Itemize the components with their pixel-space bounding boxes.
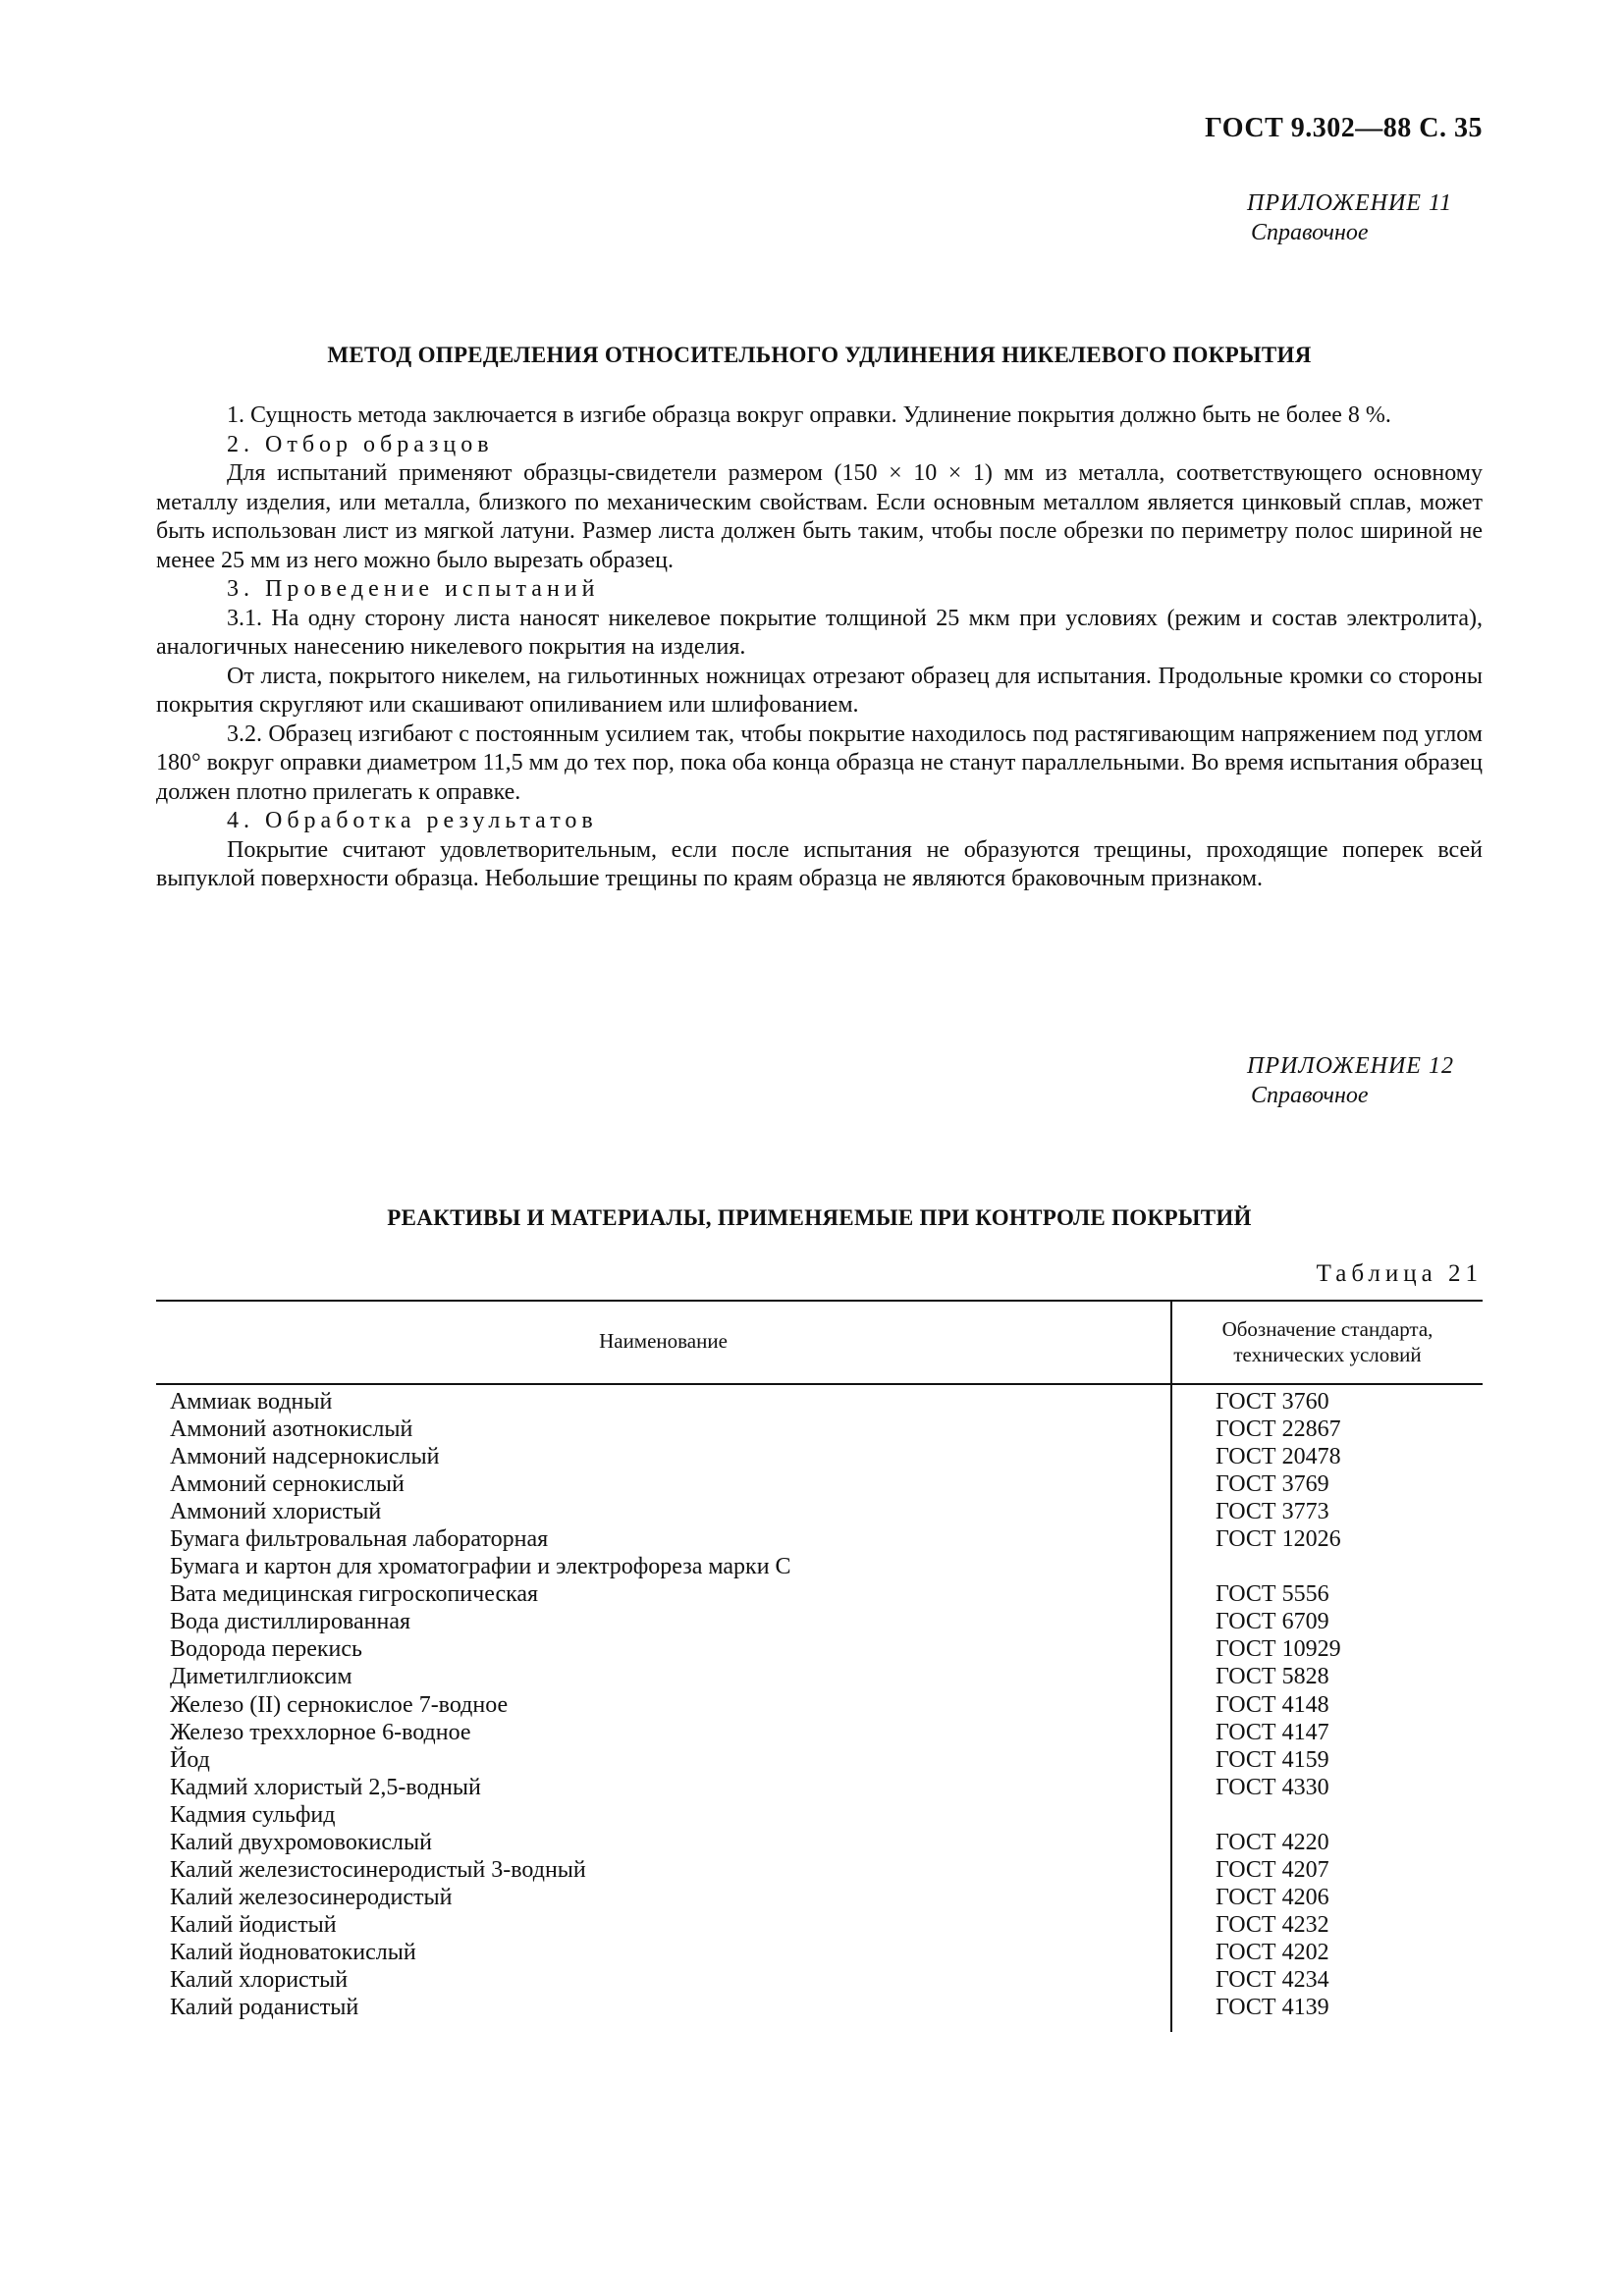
section-title: РЕАКТИВЫ И МАТЕРИАЛЫ, ПРИМЕНЯЕМЫЕ ПРИ КОНТРОЛЕ ПОКРЫТИЙ xyxy=(387,1205,1252,1230)
cell-standard: ГОСТ 3769 xyxy=(1216,1471,1329,1498)
table-row xyxy=(156,1663,1483,1690)
table-row xyxy=(156,1884,1483,1911)
table-row xyxy=(156,1608,1483,1635)
cell-standard: ГОСТ 4148 xyxy=(1216,1691,1329,1718)
appendix-11-label xyxy=(1247,188,1483,247)
table-row xyxy=(156,1525,1483,1553)
table-row xyxy=(156,1939,1483,1966)
paragraph: От листа, покрытого никелем, на гильотинных ножницах отрезают образец для испытания. Продольные кромки со стороны покрытия скругляют или скашивают опиливанием или шлифованием. xyxy=(156,663,1483,718)
document-reference: ГОСТ 9.302—88 С. 35 xyxy=(1205,113,1483,143)
table-row xyxy=(156,1746,1483,1774)
cell-standard: ГОСТ 4330 xyxy=(1216,1774,1329,1800)
cell-name: Вата медицинская гигроскопическая xyxy=(170,1581,539,1608)
cell-standard: ГОСТ 12026 xyxy=(1216,1526,1341,1553)
cell-name: Калий железистосинеродистый 3-водный xyxy=(170,1856,586,1883)
section-title: МЕТОД ОПРЕДЕЛЕНИЯ ОТНОСИТЕЛЬНОГО УДЛИНЕНИЯ НИКЕЛЕВОГО ПОКРЫТИЯ xyxy=(327,343,1312,367)
appendix-number: ПРИЛОЖЕНИЕ 11 xyxy=(1247,190,1453,216)
cell-name: Железо (II) сернокислое 7-водное xyxy=(170,1691,509,1718)
cell-standard: ГОСТ 4139 xyxy=(1216,1995,1329,2021)
cell-standard: ГОСТ 4220 xyxy=(1216,1829,1329,1855)
appendix-kind: Справочное xyxy=(1251,1083,1369,1108)
table-row xyxy=(156,1388,1483,1415)
paragraph: 3.2. Образец изгибают с постоянным усилием так, чтобы покрытие находилось под растягивающим напряжением под углом 180° вокруг оправки диаметром 11,5 мм до тех пор, пока оба конца образца не станут параллельными. Во время испытания образец должен плотно прилегать к оправке. xyxy=(156,721,1483,805)
section-body xyxy=(156,401,1483,894)
table-row xyxy=(156,1829,1483,1856)
paragraph: Для испытаний применяют образцы-свидетели размером (150 × 10 × 1) мм из металла, соответствующего основному металлу изделия, или металла, близкого по механическим свойствам. Если основным металлом является цинковый сплав, может быть использован лист из мягкой латуни. Размер листа должен быть таким, чтобы после обрезки по периметру полос шириной не менее 25 мм из него можно было вырезать образец. xyxy=(156,460,1483,573)
table-row xyxy=(156,1911,1483,1939)
paragraph: Покрытие считают удовлетворительным, если после испытания не образуются трещины, проходящие поперек всей выпуклой поверхности образца. Небольшие трещины по краям образца не являются браковочным признаком. xyxy=(156,836,1483,891)
cell-name: Калий йодноватокислый xyxy=(170,1939,416,1965)
cell-name: Кадмий хлористый 2,5-водный xyxy=(170,1774,481,1800)
cell-name: Аммоний азотнокислый xyxy=(170,1416,413,1443)
table-row xyxy=(156,1553,1483,1580)
table-header xyxy=(156,1300,1483,1383)
cell-standard: ГОСТ 4202 xyxy=(1216,1939,1329,1965)
table-row xyxy=(156,1691,1483,1719)
table-row xyxy=(156,1635,1483,1663)
table-row xyxy=(156,1415,1483,1443)
cell-name: Вода дистиллированная xyxy=(170,1609,411,1635)
cell-name: Бумага и картон для хроматографии и электрофореза марки С xyxy=(170,1554,791,1580)
appendix-number: ПРИЛОЖЕНИЕ 12 xyxy=(1247,1053,1454,1079)
paragraph: 1. Сущность метода заключается в изгибе образца вокруг оправки. Удлинение покрытия должно быть не более 8 %. xyxy=(227,402,1391,428)
subsection-heading: 4. Обработка результатов xyxy=(227,808,598,833)
cell-standard: ГОСТ 3773 xyxy=(1216,1499,1329,1525)
subsection-heading: 2. Отбор образцов xyxy=(227,431,494,457)
cell-name: Калий йодистый xyxy=(170,1911,337,1938)
cell-standard: ГОСТ 20478 xyxy=(1216,1444,1341,1470)
appendix-kind: Справочное xyxy=(1251,220,1369,245)
table-row xyxy=(156,1719,1483,1746)
table-row xyxy=(156,1994,1483,2021)
cell-standard: ГОСТ 3760 xyxy=(1216,1389,1329,1415)
cell-name: Калий роданистый xyxy=(170,1995,359,2021)
cell-standard: ГОСТ 4232 xyxy=(1216,1911,1329,1938)
cell-standard: ГОСТ 4207 xyxy=(1216,1856,1329,1883)
table-row xyxy=(156,1856,1483,1884)
cell-name: Аммоний надсернокислый xyxy=(170,1444,440,1470)
cell-name: Диметилглиоксим xyxy=(170,1664,352,1690)
cell-standard: ГОСТ 5556 xyxy=(1216,1581,1329,1608)
table-row xyxy=(156,1580,1483,1608)
cell-name: Кадмия сульфид xyxy=(170,1801,336,1828)
table-row xyxy=(156,1443,1483,1470)
cell-standard: ГОСТ 10929 xyxy=(1216,1636,1341,1663)
table-caption: Таблица 21 xyxy=(1316,1260,1483,1287)
column-header-standard: Обозначение стандарта, технических условий xyxy=(1221,1316,1434,1366)
table-row xyxy=(156,1966,1483,1994)
cell-name: Железо треххлорное 6-водное xyxy=(170,1719,471,1745)
table-row xyxy=(156,1498,1483,1525)
column-header-name: Наименование xyxy=(599,1329,728,1353)
cell-name: Аммоний сернокислый xyxy=(170,1471,405,1498)
cell-name: Калий железосинеродистый xyxy=(170,1884,453,1910)
cell-name: Калий хлористый xyxy=(170,1966,349,1993)
table-header-rule xyxy=(156,1383,1483,1385)
appendix-12-label xyxy=(1247,1051,1483,1110)
table-row xyxy=(156,1470,1483,1498)
cell-standard: ГОСТ 4206 xyxy=(1216,1884,1329,1910)
cell-standard: ГОСТ 4234 xyxy=(1216,1966,1329,1993)
cell-standard: ГОСТ 5828 xyxy=(1216,1664,1329,1690)
paragraph: 3.1. На одну сторону листа наносят никелевое покрытие толщиной 25 мкм при условиях (режим и состав электролита), аналогичных нанесению никелевого покрытия на изделия. xyxy=(156,605,1483,660)
cell-name: Водорода перекись xyxy=(170,1636,362,1663)
cell-name: Бумага фильтровальная лабораторная xyxy=(170,1526,549,1553)
cell-name: Йод xyxy=(170,1746,210,1773)
cell-standard: ГОСТ 22867 xyxy=(1216,1416,1341,1443)
cell-name: Калий двухромовокислый xyxy=(170,1829,432,1855)
cell-standard: ГОСТ 4147 xyxy=(1216,1719,1329,1745)
table-row xyxy=(156,1774,1483,1801)
table-body xyxy=(156,1388,1483,2021)
cell-standard: ГОСТ 6709 xyxy=(1216,1609,1329,1635)
subsection-heading: 3. Проведение испытаний xyxy=(227,576,600,602)
cell-name: Аммоний хлористый xyxy=(170,1499,382,1525)
table-row xyxy=(156,1801,1483,1829)
cell-name: Аммиак водный xyxy=(170,1389,333,1415)
document-page xyxy=(156,0,1483,2296)
cell-standard: ГОСТ 4159 xyxy=(1216,1746,1329,1773)
